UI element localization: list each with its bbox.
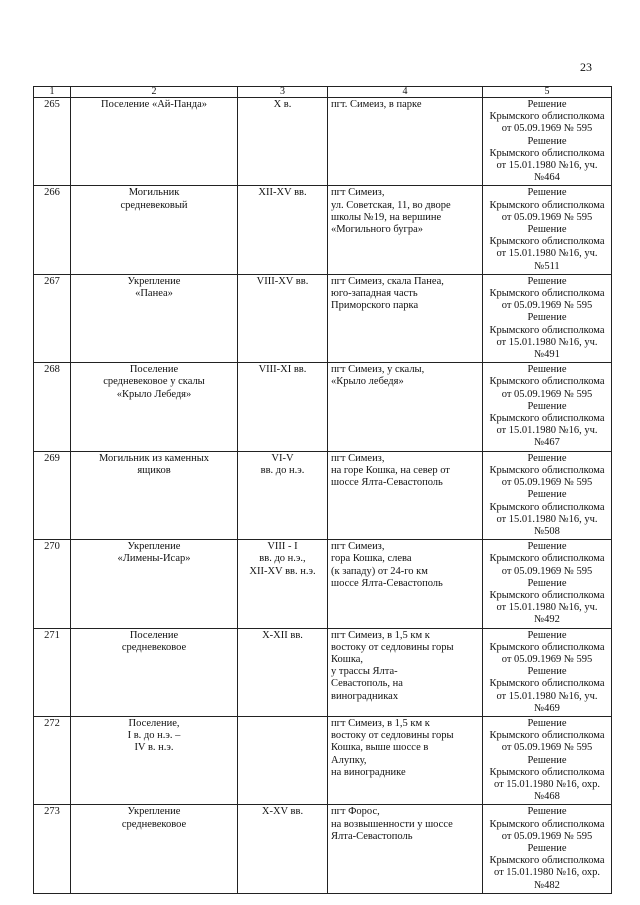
location: пгт Форос, на возвышенности у шоссе Ялта-Севастополь <box>328 805 483 893</box>
dating: XII-XV вв. <box>238 186 328 274</box>
protection-decision: Решение Крымского облисполкома от 05.09.1969 № 595 Решение Крымского облисполкома от 15.01.1980 №16, уч.№491 <box>483 274 612 362</box>
monument-name: Укрепление средневековое <box>71 805 238 893</box>
protection-decision: Решение Крымского облисполкома от 05.09.1969 № 595 Решение Крымского облисполкома от 15.01.1980 №16, уч.№467 <box>483 363 612 451</box>
monument-name: Поселение «Ай-Панда» <box>71 98 238 186</box>
table-row <box>34 628 612 716</box>
location: пгт Симеиз, ул. Советская, 11, во дворе школы №19, на вершине «Могильного бугра» <box>328 186 483 274</box>
dating <box>238 716 328 804</box>
monument-name: Поселение средневековое <box>71 628 238 716</box>
protection-decision: Решение Крымского облисполкома от 05.09.1969 № 595 Решение Крымского облисполкома от 15.01.1980 №16, уч.№508 <box>483 451 612 539</box>
table-row <box>34 274 612 362</box>
table-row <box>34 186 612 274</box>
table-row <box>34 805 612 893</box>
row-number: 266 <box>34 186 71 274</box>
row-number: 265 <box>34 98 71 186</box>
location: пгт Симеиз, в 1,5 км к востоку от седловины горы Кошка, у трассы Ялта- Севастополь, на виноградниках <box>328 628 483 716</box>
dating: X в. <box>238 98 328 186</box>
monument-name: Могильник средневековый <box>71 186 238 274</box>
location: пгт Симеиз, на горе Кошка, на север от шоссе Ялта-Севастополь <box>328 451 483 539</box>
column-header-3: 3 <box>238 87 328 98</box>
table-row <box>34 363 612 451</box>
heritage-register-table <box>33 86 612 894</box>
dating: X-XV вв. <box>238 805 328 893</box>
monument-name: Укрепление «Лимены-Исар» <box>71 540 238 628</box>
dating: VI-V вв. до н.э. <box>238 451 328 539</box>
page-number: 23 <box>580 60 592 74</box>
dating: VIII - I вв. до н.э., XII-XV вв. н.э. <box>238 540 328 628</box>
protection-decision: Решение Крымского облисполкома от 05.09.1969 № 595 Решение Крымского облисполкома от 15.01.1980 №16, уч.№492 <box>483 540 612 628</box>
row-number: 270 <box>34 540 71 628</box>
protection-decision: Решение Крымского облисполкома от 05.09.1969 № 595 Решение Крымского облисполкома от 15.01.1980 №16, охр.№468 <box>483 716 612 804</box>
dating: VIII-XV вв. <box>238 274 328 362</box>
table-row <box>34 716 612 804</box>
column-header-1: 1 <box>34 87 71 98</box>
table-row <box>34 451 612 539</box>
row-number: 272 <box>34 716 71 804</box>
location: пгт Симеиз, в 1,5 км к востоку от седловины горы Кошка, выше шоссе в Алупку, на винограднике <box>328 716 483 804</box>
column-number-row <box>34 87 612 98</box>
location: пгт Симеиз, скала Панеа, юго-западная часть Приморского парка <box>328 274 483 362</box>
column-header-5: 5 <box>483 87 612 98</box>
row-number: 267 <box>34 274 71 362</box>
location: пгт Симеиз, гора Кошка, слева (к западу) от 24-го км шоссе Ялта-Севастополь <box>328 540 483 628</box>
row-number: 268 <box>34 363 71 451</box>
row-number: 269 <box>34 451 71 539</box>
dating: VIII-XI вв. <box>238 363 328 451</box>
monument-name: Укрепление «Панеа» <box>71 274 238 362</box>
location: пгт Симеиз, у скалы, «Крыло лебедя» <box>328 363 483 451</box>
monument-name: Поселение средневековое у скалы «Крыло Лебедя» <box>71 363 238 451</box>
row-number: 271 <box>34 628 71 716</box>
column-header-2: 2 <box>71 87 238 98</box>
column-header-4: 4 <box>328 87 483 98</box>
protection-decision: Решение Крымского облисполкома от 05.09.1969 № 595 Решение Крымского облисполкома от 15.01.1980 №16, уч.№511 <box>483 186 612 274</box>
protection-decision: Решение Крымского облисполкома от 05.09.1969 № 595 Решение Крымского облисполкома от 15.01.1980 №16, охр.№482 <box>483 805 612 893</box>
location: пгт. Симеиз, в парке <box>328 98 483 186</box>
table-row <box>34 540 612 628</box>
monument-name: Поселение, I в. до н.э. – IV в. н.э. <box>71 716 238 804</box>
table-row <box>34 98 612 186</box>
protection-decision: Решение Крымского облисполкома от 05.09.1969 № 595 Решение Крымского облисполкома от 15.01.1980 №16, уч.№464 <box>483 98 612 186</box>
dating: X-XII вв. <box>238 628 328 716</box>
row-number: 273 <box>34 805 71 893</box>
monument-name: Могильник из каменных ящиков <box>71 451 238 539</box>
protection-decision: Решение Крымского облисполкома от 05.09.1969 № 595 Решение Крымского облисполкома от 15.01.1980 №16, уч.№469 <box>483 628 612 716</box>
